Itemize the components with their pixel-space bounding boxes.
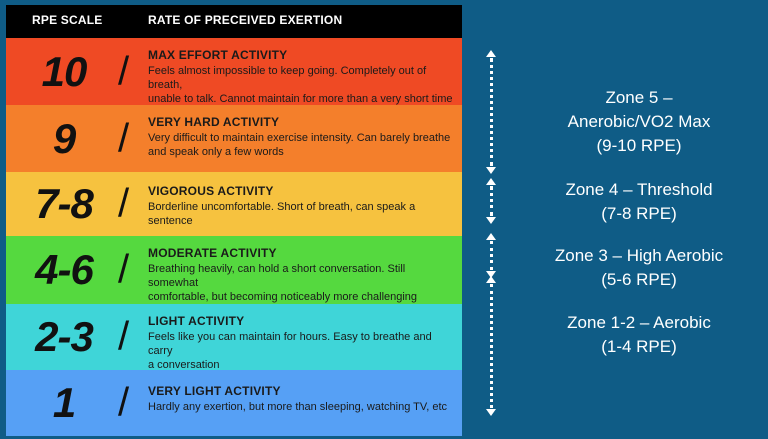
rpe-row-4-6: [6, 236, 462, 304]
rpe-row-2-3: [6, 304, 462, 370]
zone-3-label: [510, 244, 768, 292]
rpe-scale-table: [6, 5, 462, 436]
activity-desc-line2: a conversation: [148, 359, 220, 370]
arrow-up-icon: [486, 50, 496, 57]
zone-5-range: (9-10 RPE): [596, 136, 682, 155]
activity-desc-line2: unable to talk. Cannot maintain for more than a very short time: [148, 93, 453, 105]
row-content: [148, 115, 454, 159]
row-content: [148, 314, 454, 370]
activity-title: VERY HARD ACTIVITY: [148, 115, 280, 129]
rpe-level: 4-6: [35, 246, 93, 293]
zone-3-range: (5-6 RPE): [601, 270, 677, 289]
activity-desc-line1: Very difficult to maintain exercise intensity. Can barely breathe: [148, 132, 451, 144]
zone-4-range-arrow: [490, 186, 496, 216]
rpe-level: 9: [52, 114, 76, 162]
arrow-down-icon: [486, 217, 496, 224]
zone-5-range-arrow: [490, 58, 496, 166]
arrow-down-icon: [486, 167, 496, 174]
rpe-level: 2-3: [35, 313, 93, 360]
arrow-down-icon: [486, 409, 496, 416]
rpe-level: 10: [41, 47, 87, 95]
zone-1-2-name: Zone 1-2 – Aerobic: [567, 313, 711, 332]
activity-title: MODERATE ACTIVITY: [148, 246, 277, 260]
rpe-row-1: [6, 370, 462, 436]
rpe-level: 7-8: [35, 180, 93, 227]
activity-title: VERY LIGHT ACTIVITY: [148, 384, 281, 398]
zone-1-2-label: [510, 311, 768, 359]
activity-desc-line1: Breathing heavily, can hold a short conversation. Still somewhat: [148, 263, 406, 289]
rpe-scale-heading: RPE SCALE: [32, 13, 103, 27]
zone-4-range: (7-8 RPE): [601, 204, 677, 223]
arrow-up-icon: [486, 276, 496, 283]
row-content: [148, 184, 454, 228]
slash-divider: /: [118, 116, 130, 160]
zone-5-type: Anerobic/VO2 Max: [567, 112, 711, 131]
arrow-up-icon: [486, 233, 496, 240]
zone-4-name: Zone 4 – Threshold: [565, 180, 713, 199]
activity-desc-line2: and speak only a few words: [148, 146, 284, 158]
zone-1-2-range-arrow: [490, 284, 496, 408]
activity-desc-line2: comfortable, but becoming noticeably more challenging: [148, 291, 418, 303]
row-content: [148, 48, 454, 105]
heart-rate-zones: [474, 0, 768, 439]
slash-divider: /: [118, 247, 130, 292]
activity-desc-line1: Feels like you can maintain for hours. Easy to breathe and carry: [148, 331, 432, 357]
row-content: [148, 246, 454, 304]
slash-divider: /: [118, 314, 130, 359]
rate-heading: RATE OF PRECEIVED EXERTION: [148, 13, 343, 27]
rpe-row-7-8: [6, 172, 462, 236]
table-header: [6, 5, 462, 34]
activity-desc-line1: Hardly any exertion, but more than sleeping, watching TV, etc: [148, 401, 448, 413]
activity-desc-line1: Feels almost impossible to keep going. Completely out of breath,: [148, 65, 427, 91]
row-content: [148, 384, 454, 414]
activity-title: VIGOROUS ACTIVITY: [148, 184, 274, 198]
zone-4-label: [510, 178, 768, 226]
rpe-level: 1: [52, 379, 76, 426]
zone-1-2-range: (1-4 RPE): [601, 337, 677, 356]
zone-5-name: Zone 5 –: [605, 88, 673, 107]
arrow-up-icon: [486, 178, 496, 185]
rpe-row-9: [6, 105, 462, 172]
activity-desc-line1: Borderline uncomfortable. Short of breath, can speak a sentence: [148, 201, 416, 227]
zone-3-range-arrow: [490, 241, 496, 270]
activity-title: LIGHT ACTIVITY: [148, 314, 245, 328]
zone-3-name: Zone 3 – High Aerobic: [554, 246, 724, 265]
slash-divider: /: [118, 181, 130, 226]
slash-divider: /: [118, 380, 130, 425]
slash-divider: /: [118, 49, 130, 93]
rpe-row-10: [6, 38, 462, 105]
activity-title: MAX EFFORT ACTIVITY: [148, 48, 288, 62]
zone-5-label: [510, 86, 768, 158]
